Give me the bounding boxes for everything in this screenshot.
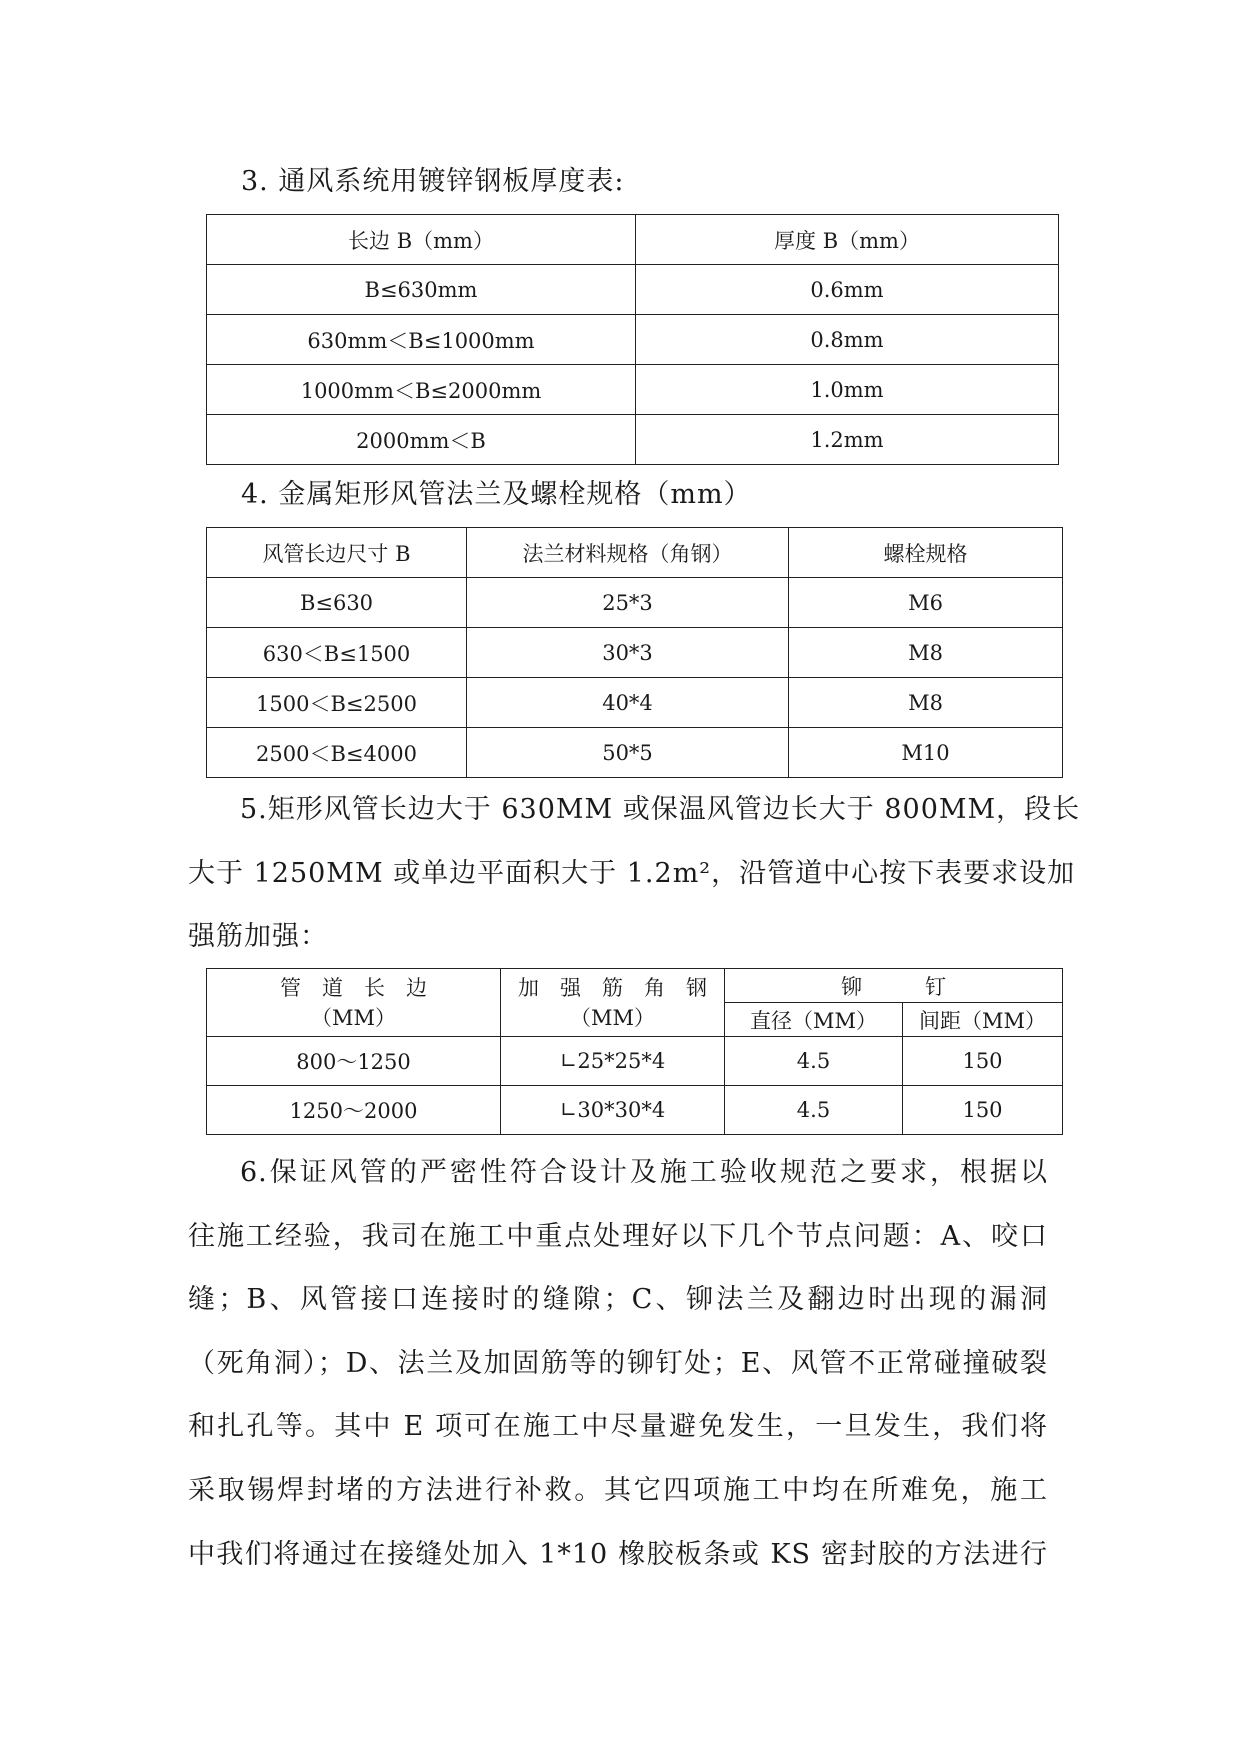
steel-thickness-table (206, 214, 1059, 465)
table-row (207, 628, 1063, 678)
flange-bolt-table (206, 527, 1063, 778)
table-cell: 150 (903, 1037, 1063, 1086)
table-row (207, 578, 1063, 628)
table-cell: 800～1250 (207, 1037, 501, 1086)
table-cell: 0.6mm (636, 265, 1059, 315)
table-cell: M6 (789, 578, 1063, 628)
table-cell: 630＜B≤1500 (207, 628, 467, 678)
table-cell: B≤630 (207, 578, 467, 628)
header-cell-rivet: 铆 钉 (725, 969, 1063, 1003)
paragraph-line: 6.保证风管的严密性符合设计及施工验收规范之要求，根据以 (240, 1157, 1048, 1188)
table-cell: 25*3 (467, 578, 789, 628)
paragraph-line: （死角洞）；D、法兰及加固筋等的铆钉处；E、风管不正常碰撞破裂 (188, 1347, 1048, 1379)
section-6-paragraph (188, 1141, 1048, 1586)
table-header-row (207, 528, 1063, 578)
header-unit: （MM） (310, 1005, 396, 1030)
section-3-heading: 3. 通风系统用镀锌钢板厚度表: (241, 166, 625, 197)
header-cell-duct-length (207, 969, 501, 1037)
paragraph-line: 往施工经验，我司在施工中重点处理好以下几个节点问题：A、咬口 (188, 1220, 1048, 1252)
header-text: 管 道 长 边 (280, 975, 427, 1000)
paragraph-line: 中我们将通过在接缝处加入 1*10 橡胶板条或 KS 密封胶的方法进行 (188, 1538, 1048, 1570)
paragraph-line: 大于 1250MM 或单边平面积大于 1.2m²，沿管道中心按下表要求设加 (188, 857, 1076, 889)
table-row (207, 728, 1063, 778)
table-row (207, 1037, 1063, 1086)
table-cell: 150 (903, 1086, 1063, 1135)
header-cell-diameter: 直径（MM） (725, 1003, 903, 1037)
table-header-row (207, 969, 1063, 1003)
table-row (207, 265, 1059, 315)
paragraph-line: 5.矩形风管长边大于 630MM 或保温风管边长大于 800MM，段长 (240, 794, 1081, 825)
section-4-heading: 4. 金属矩形风管法兰及螺栓规格（mm） (241, 479, 752, 510)
table-row (207, 415, 1059, 465)
header-cell-spacing: 间距（MM） (903, 1003, 1063, 1037)
table-row (207, 678, 1063, 728)
table-cell: 2000mm＜B (207, 415, 636, 465)
paragraph-line: 和扎孔等。其中 E 项可在施工中尽量避免发生，一旦发生，我们将 (188, 1411, 1048, 1443)
header-cell-stiffener (501, 969, 725, 1037)
header-unit: （MM） (569, 1005, 655, 1030)
table-cell: B≤630mm (207, 265, 636, 315)
table-cell: M10 (789, 728, 1063, 778)
header-text: 加 强 筋 角 钢 (518, 975, 707, 1000)
table-cell: 4.5 (725, 1086, 903, 1135)
paragraph-line: 采取锡焊封堵的方法进行补救。其它四项施工中均在所难免，施工 (188, 1474, 1048, 1506)
header-cell: 法兰材料规格（角钢） (467, 528, 789, 578)
table-row (207, 315, 1059, 365)
table-cell: M8 (789, 678, 1063, 728)
table-cell: 4.5 (725, 1037, 903, 1086)
table-cell: 50*5 (467, 728, 789, 778)
header-cell: 螺栓规格 (789, 528, 1063, 578)
table-cell: 40*4 (467, 678, 789, 728)
table-cell: ∟30*30*4 (501, 1086, 725, 1135)
paragraph-line: 强筋加强： (188, 921, 328, 953)
header-cell: 长边 B（mm） (207, 215, 636, 265)
table-cell: 1500＜B≤2500 (207, 678, 467, 728)
table-row (207, 1086, 1063, 1135)
table-cell: 630mm＜B≤1000mm (207, 315, 636, 365)
table-header-row (207, 215, 1059, 265)
table-cell: 30*3 (467, 628, 789, 678)
table-cell: M8 (789, 628, 1063, 678)
table-cell: 2500＜B≤4000 (207, 728, 467, 778)
table-cell: 1.0mm (636, 365, 1059, 415)
section-5-paragraph (188, 778, 1081, 969)
table-cell: 1000mm＜B≤2000mm (207, 365, 636, 415)
paragraph-line: 缝；B、风管接口连接时的缝隙；C、铆法兰及翻边时出现的漏洞 (188, 1284, 1048, 1316)
reinforcement-table (206, 968, 1063, 1135)
table-cell: 1.2mm (636, 415, 1059, 465)
table-cell: 0.8mm (636, 315, 1059, 365)
table-row (207, 365, 1059, 415)
table-cell: 1250～2000 (207, 1086, 501, 1135)
header-cell: 厚度 B（mm） (636, 215, 1059, 265)
table-cell: ∟25*25*4 (501, 1037, 725, 1086)
header-cell: 风管长边尺寸 B (207, 528, 467, 578)
